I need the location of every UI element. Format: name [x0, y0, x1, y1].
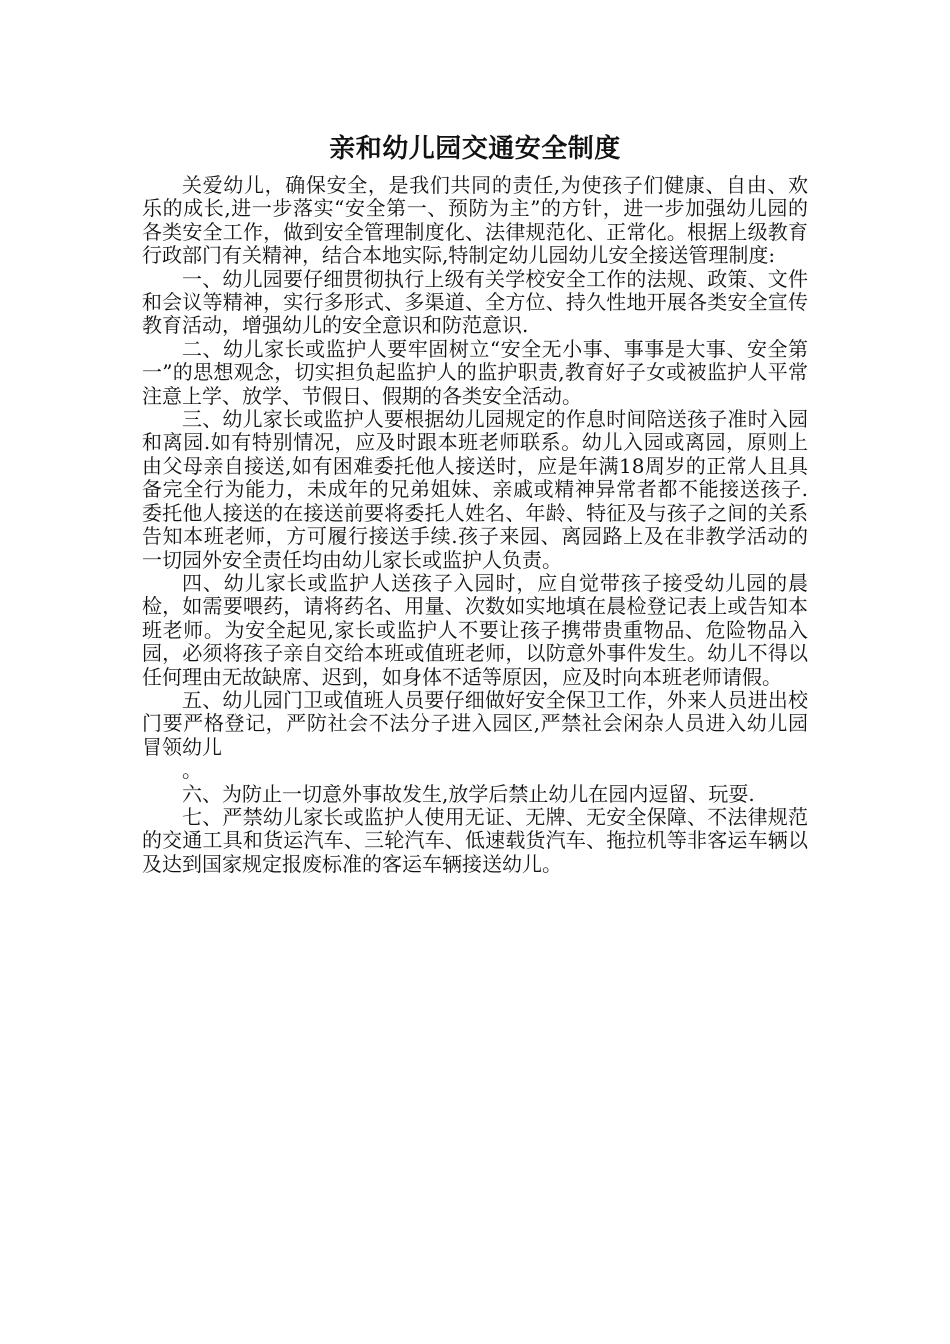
rule-paragraph-4: 四、幼儿家长或监护人送孩子入园时，应自觉带孩子接受幼儿园的晨检，如需要喂药，请将药名、用量、次数如实地填在晨检登记表上或告知本班老师。为安全起见,家长或监护人不要让孩子携带贵重物品、危险物品入园，必须将孩子亲自交给本班或值班老师，以防意外事件发生。幼儿不得以任何理由无故缺席、迟到，如身体不适等原因，应及时向本班老师请假。 [142, 570, 808, 689]
rule-paragraph-7: 七、严禁幼儿家长或监护人使用无证、无牌、无安全保障、不法律规范的交通工具和货运汽车、三轮汽车、低速载货汽车、拖拉机等非客运车辆以及达到国家规定报废标准的客运车辆接送幼儿。 [142, 804, 808, 876]
rule-paragraph-1: 一、幼儿园要仔细贯彻执行上级有关学校安全工作的法规、政策、文件和会议等精神，实行多形式、多渠道、全方位、持久性地开展各类安全宣传教育活动，增强幼儿的安全意识和防范意识. [142, 266, 808, 338]
rule-paragraph-2: 二、幼儿家长或监护人要牢固树立“安全无小事、事事是大事、安全第一”的思想观念，切实担负起监护人的监护职责,教育好子女或被监护人平常注意上学、放学、节假日、假期的各类安全活动。 [142, 336, 808, 408]
rule-paragraph-5: 五、幼儿园门卫或值班人员要仔细做好安全保卫工作，外来人员进出校门要严格登记，严防社会不法分子进入园区,严禁社会闲杂人员进入幼儿园冒领幼儿 [142, 687, 808, 759]
rule-paragraph-6: 六、为防止一切意外事故发生,放学后禁止幼儿在园内逗留、玩耍. [182, 781, 755, 806]
rule-paragraph-3: 三、幼儿家长或监护人要根据幼儿园规定的作息时间陪送孩子准时入园和离园.如有特别情况，应及时跟本班老师联系。幼儿入园或离园，原则上由父母亲自接送,如有困难委托他人接送时，应是年满18周岁的正常人且具备完全行为能力，未成年的兄弟姐妹、亲戚或精神异常者都不能接送孩子.委托他人接送的在接送前要将委托人姓名、年龄、特征及与孩子之间的关系告知本班老师，方可履行接送手续.孩子来园、离园路上及在非教学活动的一切园外安全责任均由幼儿家长或监护人负责。 [142, 407, 808, 572]
intro-paragraph: 关爱幼儿，确保安全，是我们共同的责任,为使孩子们健康、自由、欢乐的成长,进一步落实“安全第一、预防为主”的方针，进一步加强幼儿园的各类安全工作，做到安全管理制度化、法律规范化、正常化。根据上级教育行政部门有关精神，结合本地实际,特制定幼儿园幼儿安全接送管理制度: [142, 173, 808, 268]
document-title: 亲和幼儿园交通安全制度 [329, 134, 621, 164]
stray-period: 。 [182, 758, 202, 783]
document-body [142, 174, 808, 876]
